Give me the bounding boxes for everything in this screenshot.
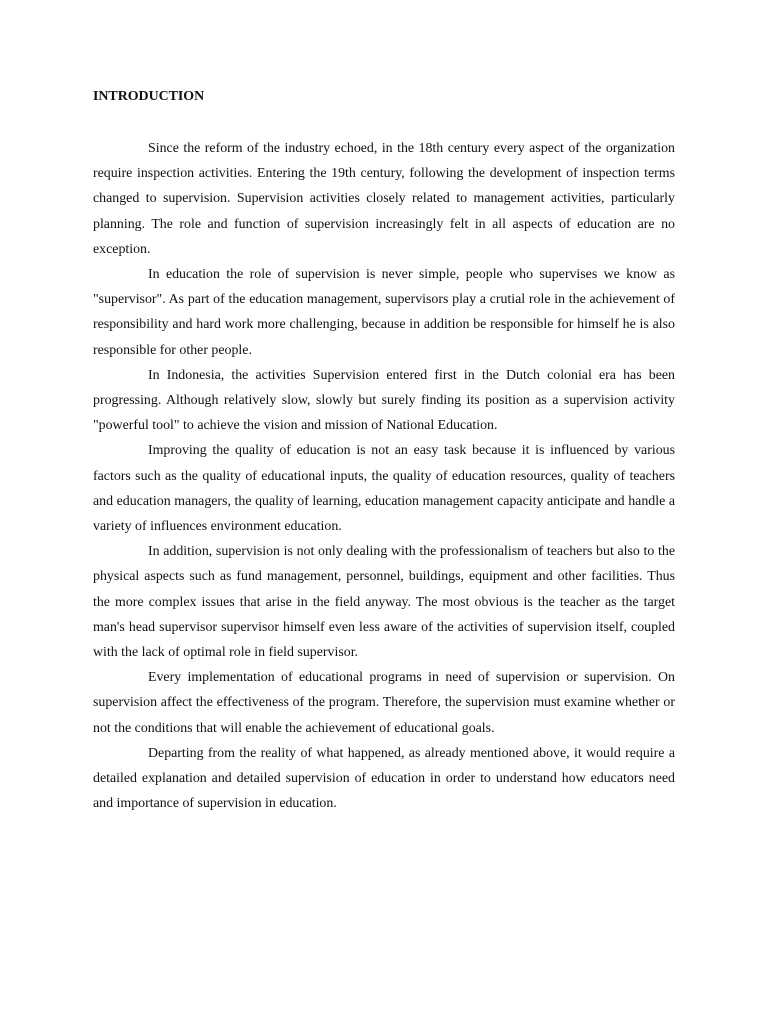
paragraph-5: In addition, supervision is not only dealing with the professionalism of teachers but also to the physical aspects such as fund management, personnel, buildings, equipment and other facilities. Thus the more complex issues that arise in the field anyway. The most obvious is the teacher as the target man's head supervisor supervisor himself even less aware of the activities of supervision itself, coupled with the lack of optimal role in field supervisor. (93, 544, 675, 661)
paragraph-7: Departing from the reality of what happened, as already mentioned above, it would require a detailed explanation and detailed supervision of education in order to understand how educators need and importance of supervision in education. (93, 745, 675, 812)
section-heading: INTRODUCTION (93, 89, 205, 104)
paragraph-6: Every implementation of educational programs in need of supervision or supervision. On supervision affect the effectiveness of the program. Therefore, the supervision must examine whether or not the conditions that will enable the achievement of educational goals. (93, 670, 675, 736)
paragraph-2: In education the role of supervision is never simple, people who supervises we know as "supervisor". As part of the education management, supervisors play a crutial role in the achievement of responsibility and hard work more challenging, because in addition be responsible for himself he is also responsible for other people. (93, 267, 675, 358)
document-body (93, 86, 675, 816)
paragraph-3: In Indonesia, the activities Supervision entered first in the Dutch colonial era has been progressing. Although relatively slow, slowly but surely finding its position as a supervision activity "powerful tool" to achieve the vision and mission of National Education. (93, 367, 675, 434)
paragraph-4: Improving the quality of education is not an easy task because it is influenced by various factors such as the quality of educational inputs, the quality of education resources, quality of teachers and education managers, the quality of learning, education management capacity anticipate and handle a variety of influences environment education. (93, 443, 675, 535)
paragraph-1: Since the reform of the industry echoed, in the 18th century every aspect of the organization require inspection activities. Entering the 19th century, following the development of inspection terms changed to supervision. Supervision activities closely related to management activities, particularly planning. The role and function of supervision increasingly felt in all aspects of education are no exception. (93, 141, 675, 257)
